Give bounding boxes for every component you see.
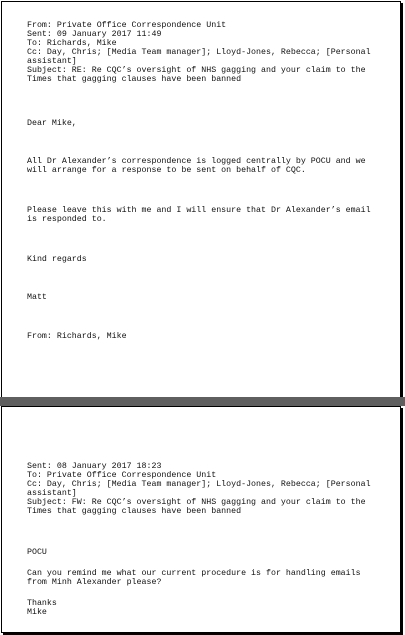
email-body-line: Can you remind me what our current procedure is for handling emails xyxy=(27,569,361,578)
email-body-line: Please leave this with me and I will ensure that Dr Alexander’s email xyxy=(27,206,371,215)
document-page-2 xyxy=(1,406,401,633)
email-closing: Kind regards xyxy=(27,255,87,264)
forwarded-from-line: From: Richards, Mike xyxy=(27,332,127,341)
document-page-1 xyxy=(1,1,401,401)
email-cc-continued: assistant] xyxy=(27,489,77,498)
email-sent: Sent: 09 January 2017 11:49 xyxy=(27,30,162,39)
email-subject: Subject: FW: Re CQC’s oversight of NHS gagging and your claim to the xyxy=(27,498,366,507)
email-from: From: Private Office Correspondence Unit xyxy=(27,21,227,30)
email-body-line: will arrange for a response to be sent on behalf of CQC. xyxy=(27,166,306,175)
email-body-line: is responded to. xyxy=(27,215,107,224)
email-subject-continued: Times that gagging clauses have been banned xyxy=(27,507,242,516)
email-cc-continued: assistant] xyxy=(27,57,77,66)
email-to: To: Richards, Mike xyxy=(27,39,117,48)
email-body-line: All Dr Alexander’s correspondence is logged centrally by POCU and we xyxy=(27,157,366,166)
email-cc: Cc: Day, Chris; [Media Team manager]; Lloyd-Jones, Rebecca; [Personal xyxy=(27,480,371,489)
email-greeting: Dear Mike, xyxy=(27,119,77,128)
email-greeting: POCU xyxy=(27,548,47,557)
email-signature: Matt xyxy=(27,293,47,302)
email-subject-continued: Times that gagging clauses have been banned xyxy=(27,75,242,84)
email-body-line: from Minh Alexander please? xyxy=(27,578,162,587)
email-cc: Cc: Day, Chris; [Media Team manager]; Lloyd-Jones, Rebecca; [Personal xyxy=(27,48,371,57)
email-signature: Mike xyxy=(27,608,47,617)
email-closing: Thanks xyxy=(27,599,57,608)
email-to: To: Private Office Correspondence Unit xyxy=(27,471,217,480)
email-subject: Subject: RE: Re CQC’s oversight of NHS gagging and your claim to the xyxy=(27,66,366,75)
page-divider xyxy=(0,397,405,406)
email-sent: Sent: 08 January 2017 18:23 xyxy=(27,462,162,471)
